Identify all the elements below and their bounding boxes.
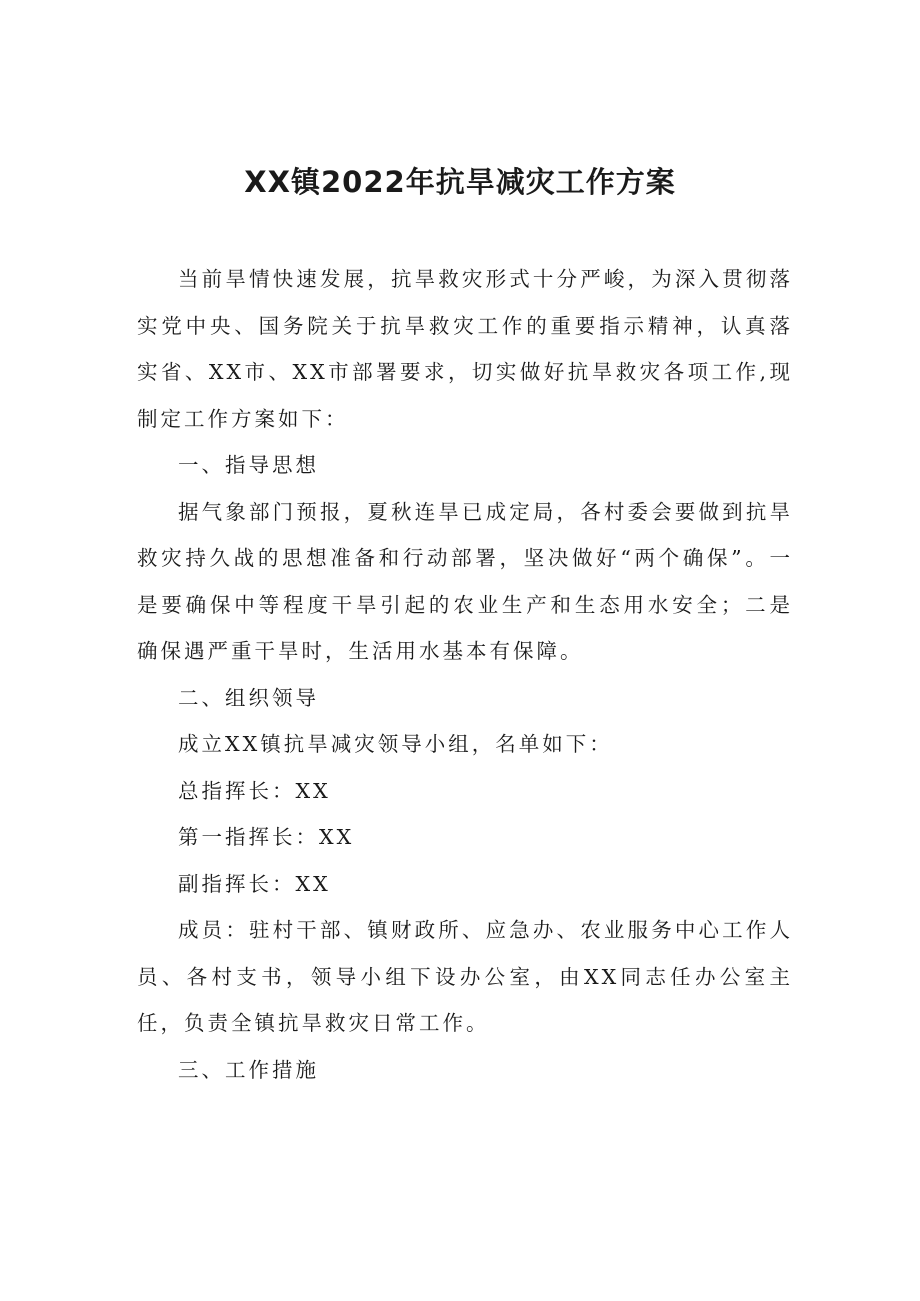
- intro-paragraph: 当前旱情快速发展，抗旱救灾形式十分严峻，为深入贯彻落实党中央、国务院关于抗旱救灾工作的重要指示精神，认真落实省、XX市、XX市部署要求，切实做好抗旱救灾各项工作,现制定工作方案如下：: [137, 267, 793, 431]
- deputy-commander-line: 副指挥长：XX: [178, 871, 331, 896]
- guiding-ideology-paragraph: 据气象部门预报，夏秋连旱已成定局，各村委会要做到抗旱救灾持久战的思想准备和行动部署，坚决做好“两个确保”。一是要确保中等程度干旱引起的农业生产和生态用水安全；二是确保遇严重干旱时，生活用水基本有保障。: [137, 499, 793, 663]
- members-paragraph: 成员：驻村干部、镇财政所、应急办、农业服务中心工作人员、各村支书，领导小组下设办公室，由XX同志任办公室主任，负责全镇抗旱救灾日常工作。: [137, 918, 793, 1035]
- first-commander-line: 第一指挥长：XX: [178, 825, 355, 849]
- section-heading-guiding-ideology: 一、指导思想: [178, 453, 319, 477]
- chief-commander-line: 总指挥长：XX: [178, 778, 331, 803]
- section-heading-work-measures: 三、工作措施: [178, 1057, 319, 1082]
- document-body: [137, 256, 793, 1093]
- leading-group-intro: 成立XX镇抗旱减灾领导小组，名单如下：: [178, 732, 613, 756]
- section-heading-organization: 二、组织领导: [178, 685, 319, 710]
- document-title: XX镇2022年抗旱减灾工作方案: [244, 165, 676, 199]
